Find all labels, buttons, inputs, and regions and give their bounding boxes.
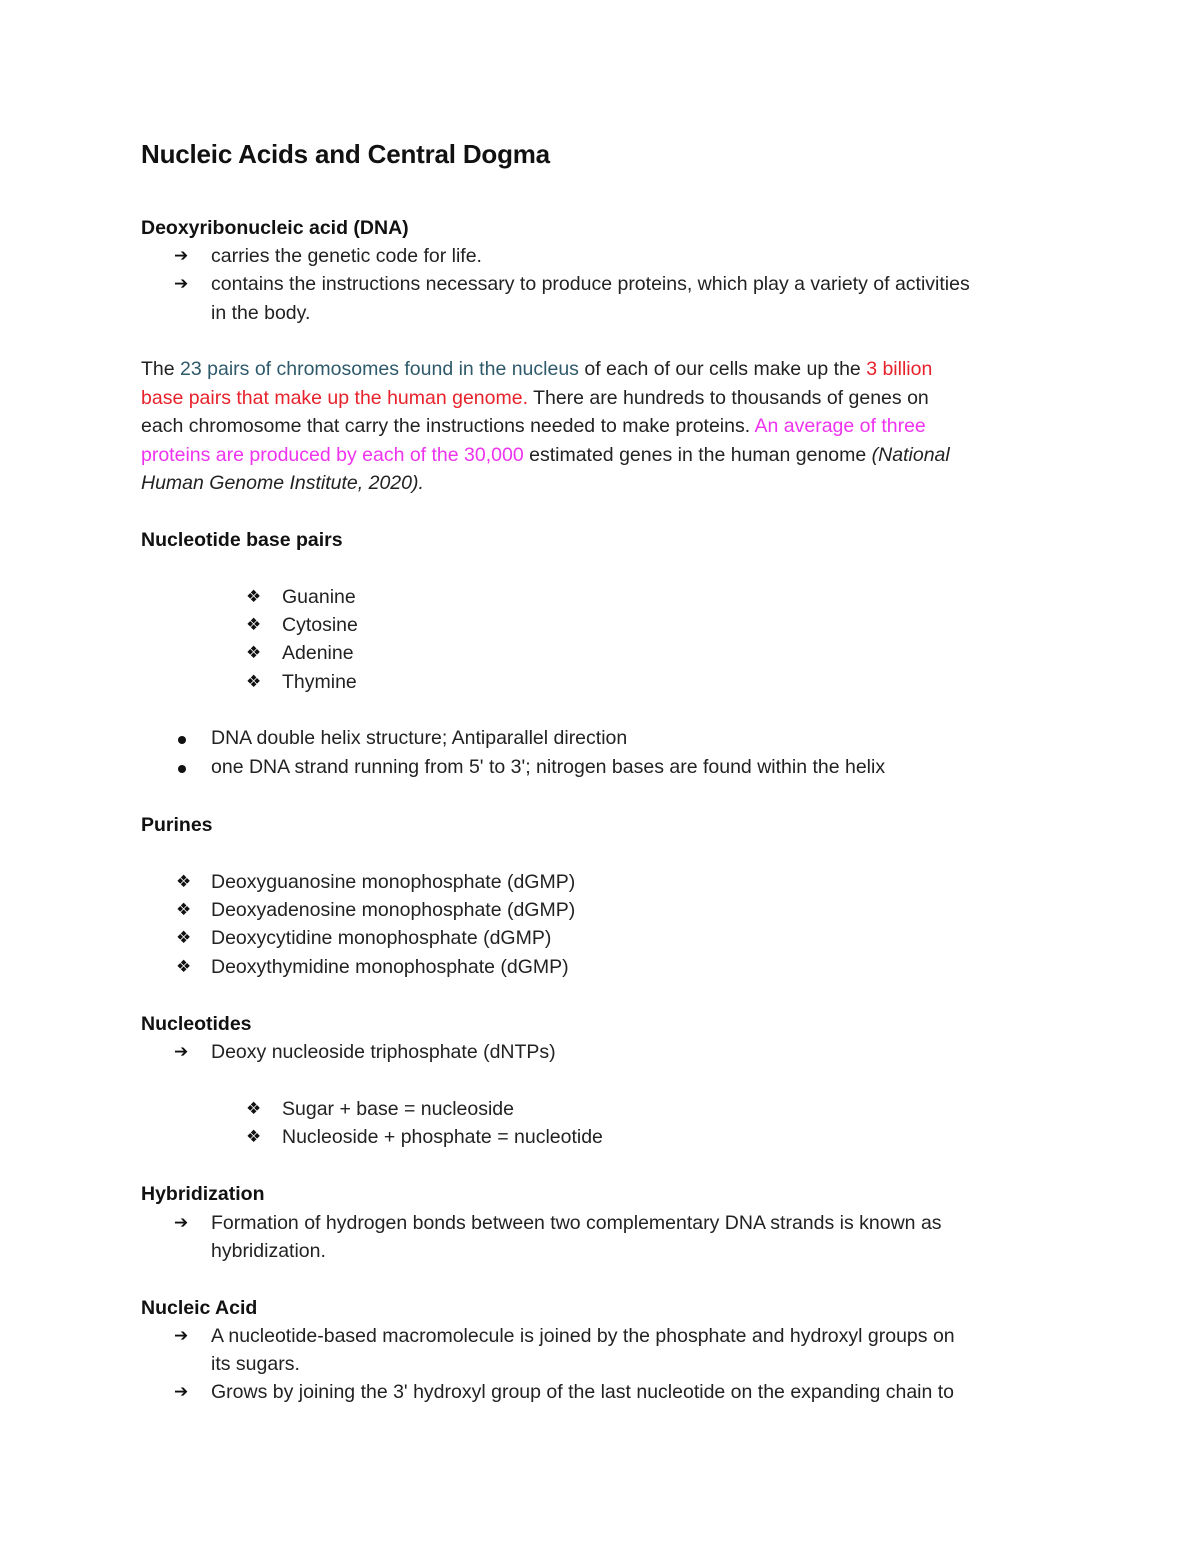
page-title: Nucleic Acids and Central Dogma	[141, 139, 550, 169]
base-pairs-heading: Nucleotide base pairs	[141, 529, 343, 551]
paragraph-line-5: Human Genome Institute, 2020).	[141, 472, 424, 494]
base-item-adenine: Adenine	[282, 642, 354, 664]
base-item-cytosine: Cytosine	[282, 614, 358, 636]
paragraph-line-3	[141, 415, 926, 438]
text-span: The	[141, 358, 181, 380]
genome-highlight: base pairs that make up the human genome.	[141, 387, 528, 409]
citation: (National	[871, 444, 950, 466]
nucleic-acid-item-1-cont: its sugars.	[211, 1353, 300, 1375]
purine-item-4: Deoxythymidine monophosphate (dGMP)	[211, 956, 569, 978]
diamond-bullet-icon: ❖	[176, 872, 192, 891]
base-item-guanine: Guanine	[282, 586, 356, 608]
dna-item-2: contains the instructions necessary to produce proteins, which play a variety of activities	[211, 273, 970, 295]
dot-bullet-icon	[178, 736, 186, 744]
arrow-bullet-icon: ➔	[174, 1326, 189, 1345]
purine-item-3: Deoxycytidine monophosphate (dGMP)	[211, 927, 552, 949]
purine-item-2: Deoxyadenosine monophosphate (dGMP)	[211, 899, 576, 921]
hybridization-heading: Hybridization	[141, 1183, 265, 1205]
diamond-bullet-icon: ❖	[176, 957, 192, 976]
nucleotides-item: Deoxy nucleoside triphosphate (dNTPs)	[211, 1041, 556, 1063]
arrow-bullet-icon: ➔	[174, 274, 189, 293]
diamond-bullet-icon: ❖	[246, 615, 262, 634]
arrow-bullet-icon: ➔	[174, 246, 189, 265]
paragraph-line-1	[141, 358, 932, 381]
chromosome-highlight: 23 pairs of chromosomes found in the nucleus	[180, 358, 579, 380]
diamond-bullet-icon: ❖	[246, 672, 262, 691]
hybridization-item: Formation of hydrogen bonds between two complementary DNA strands is known as	[211, 1212, 942, 1234]
base-bullet-2: one DNA strand running from 5' to 3'; nitrogen bases are found within the helix	[211, 756, 886, 778]
nucleic-acid-item-2: Grows by joining the 3' hydroxyl group of the last nucleotide on the expanding chain to	[211, 1381, 955, 1403]
paragraph-line-4	[141, 444, 950, 467]
dna-item-1: carries the genetic code for life.	[211, 245, 482, 267]
dna-item-2-cont: in the body.	[211, 302, 311, 324]
nucleotides-sub-2: Nucleoside + phosphate = nucleotide	[282, 1126, 603, 1148]
purine-item-1: Deoxyguanosine monophosphate (dGMP)	[211, 871, 576, 893]
paragraph-line-2	[141, 387, 929, 410]
arrow-bullet-icon: ➔	[174, 1042, 189, 1061]
dot-bullet-icon	[178, 765, 186, 773]
genome-highlight: 3 billion	[866, 358, 933, 380]
base-bullet-1: DNA double helix structure; Antiparallel direction	[211, 727, 628, 749]
nucleic-acid-heading: Nucleic Acid	[141, 1297, 258, 1319]
diamond-bullet-icon: ❖	[246, 587, 262, 606]
nucleotides-sub-1: Sugar + base = nucleoside	[282, 1098, 515, 1120]
dna-heading: Deoxyribonucleic acid (DNA)	[141, 217, 409, 239]
protein-highlight: proteins are produced by each of the 30,000	[141, 444, 524, 466]
text-span: each chromosome that carry the instructions needed to make proteins.	[141, 415, 755, 437]
hybridization-item-cont: hybridization.	[211, 1240, 326, 1262]
arrow-bullet-icon: ➔	[174, 1382, 189, 1401]
protein-highlight: An average of three	[754, 415, 926, 437]
diamond-bullet-icon: ❖	[246, 1127, 262, 1146]
text-span: estimated genes in the human genome	[523, 444, 872, 466]
purines-heading: Purines	[141, 814, 213, 836]
diamond-bullet-icon: ❖	[176, 928, 192, 947]
base-item-thymine: Thymine	[282, 671, 357, 693]
diamond-bullet-icon: ❖	[246, 643, 262, 662]
text-span: of each of our cells make up the	[578, 358, 867, 380]
diamond-bullet-icon: ❖	[176, 900, 192, 919]
text-span: There are hundreds to thousands of genes on	[528, 387, 929, 409]
diamond-bullet-icon: ❖	[246, 1099, 262, 1118]
arrow-bullet-icon: ➔	[174, 1213, 189, 1232]
nucleic-acid-item-1: A nucleotide-based macromolecule is joined by the phosphate and hydroxyl groups on	[211, 1325, 955, 1347]
nucleotides-heading: Nucleotides	[141, 1013, 252, 1035]
